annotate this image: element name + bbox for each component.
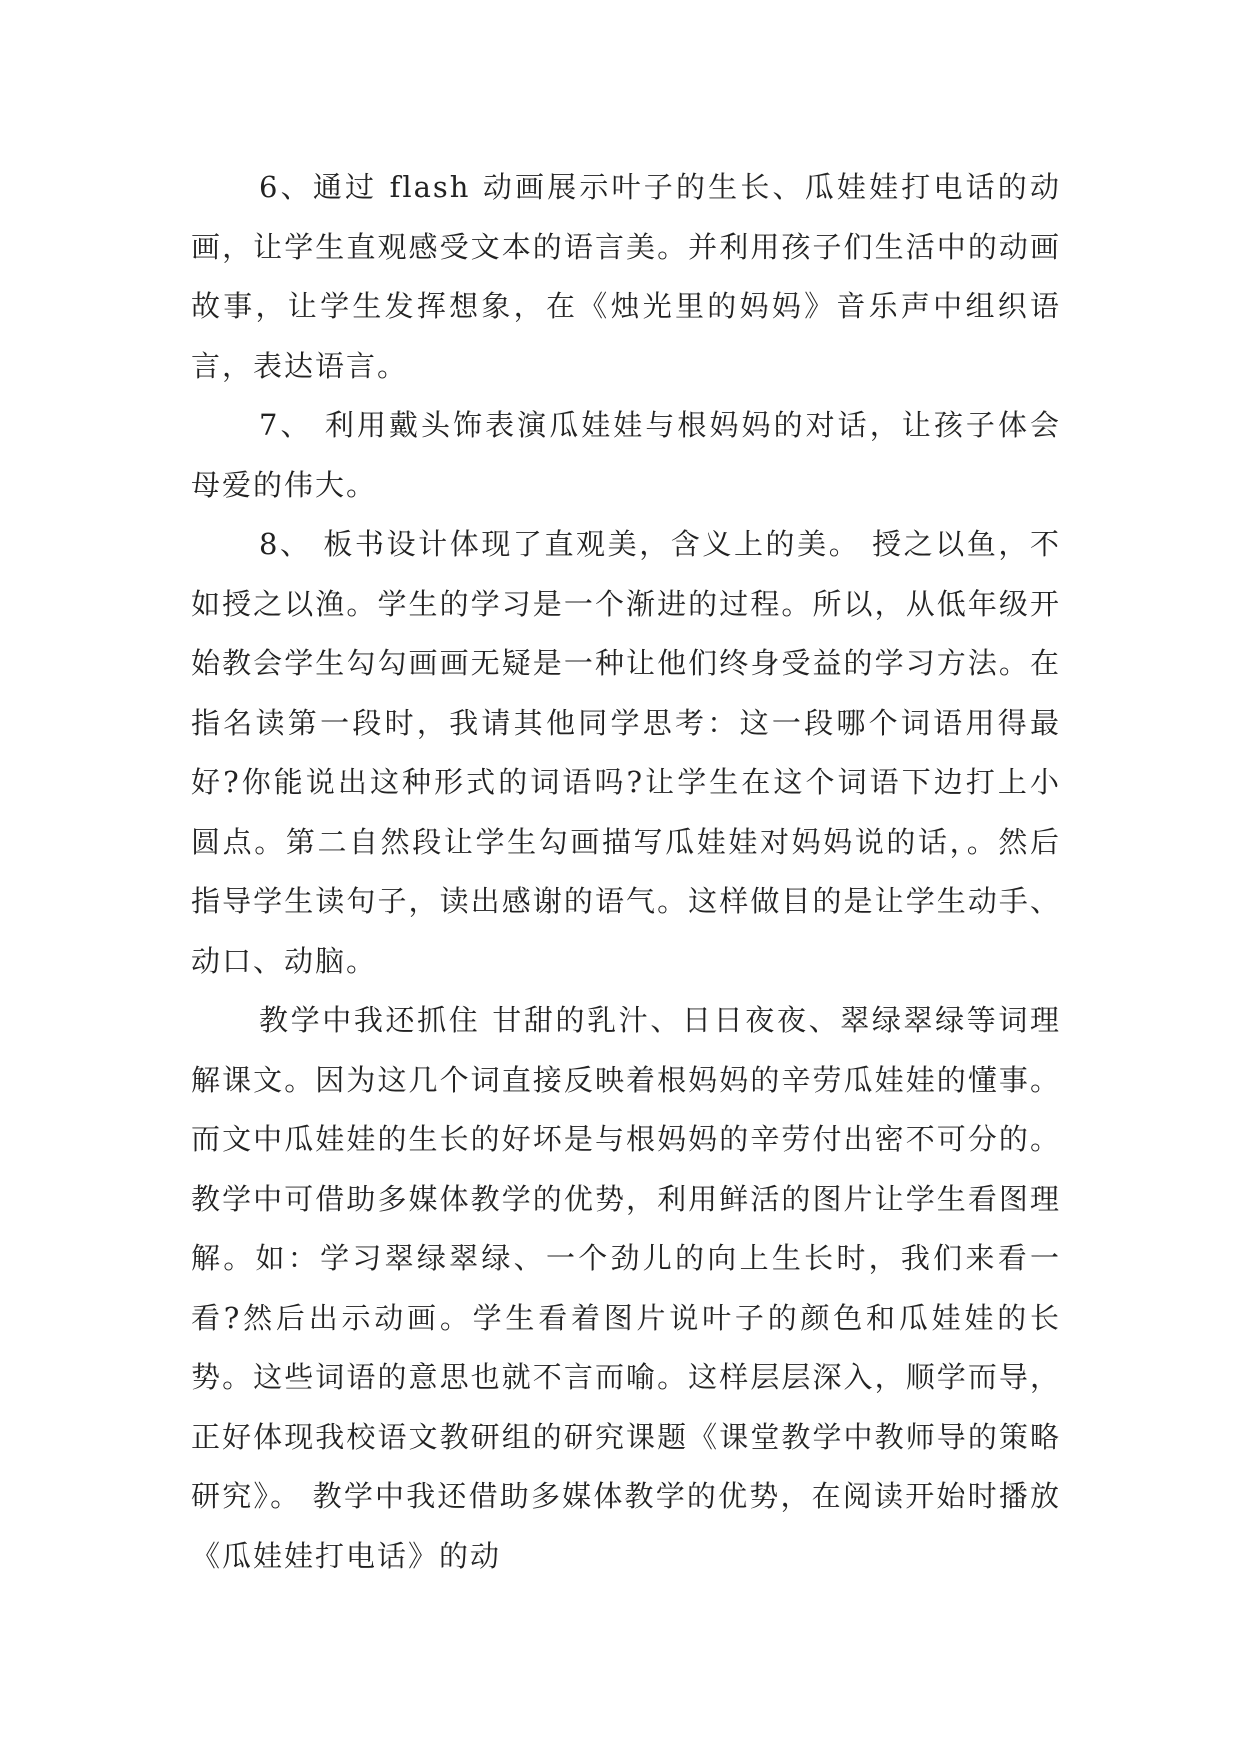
paragraph-8-blackboard-design: 8、 板书设计体现了直观美，含义上的美。 授之以鱼，不如授之以渔。学生的学习是一个渐进的过程。所以，从低年级开始教会学生勾勾画画无疑是一种让他们终身受益的学习方法。在指名读第一段时，我请其他同学思考：这一段哪个词语用得最好?你能说出这种形式的词语吗?让学生在这个词语下边打上小圆点。第二自然段让学生勾画描写瓜娃娃对妈妈说的话，。然后指导学生读句子，读出感谢的语气。这样做目的是让学生动手、动口、动脑。 <box>191 527 1061 978</box>
paragraph-6-flash-animation: 6、通过 flash 动画展示叶子的生长、瓜娃娃打电话的动画，让学生直观感受文本的语言美。并利用孩子们生活中的动画故事，让学生发挥想象，在《烛光里的妈妈》音乐声中组织语言，表达语言。 <box>191 170 1061 383</box>
paragraph-7-headwear-dialogue: 7、 利用戴头饰表演瓜娃娃与根妈妈的对话，让孩子体会母爱的伟大。 <box>191 408 1061 502</box>
paragraph-vocabulary-teaching: 教学中我还抓住 甘甜的乳汁、日日夜夜、翠绿翠绿等词理解课文。因为这几个词直接反映着根妈妈的辛劳瓜娃娃的懂事。而文中瓜娃娃的生长的好坏是与根妈妈的辛劳付出密不可分的。教学中可借助多媒体教学的优势，利用鲜活的图片让学生看图理解。如：学习翠绿翠绿、一个劲儿的向上生长时，我们来看一看?然后出示动画。学生看着图片说叶子的颜色和瓜娃娃的长势。这些词语的意思也就不言而喻。这样层层深入，顺学而导，正好体现我校语文教研组的研究课题《课堂教学中教师导的策略研究》。 教学中我还借助多媒体教学的优势，在阅读开始时播放《瓜娃娃打电话》的动 <box>191 1003 1061 1573</box>
document-body <box>191 158 1061 1586</box>
